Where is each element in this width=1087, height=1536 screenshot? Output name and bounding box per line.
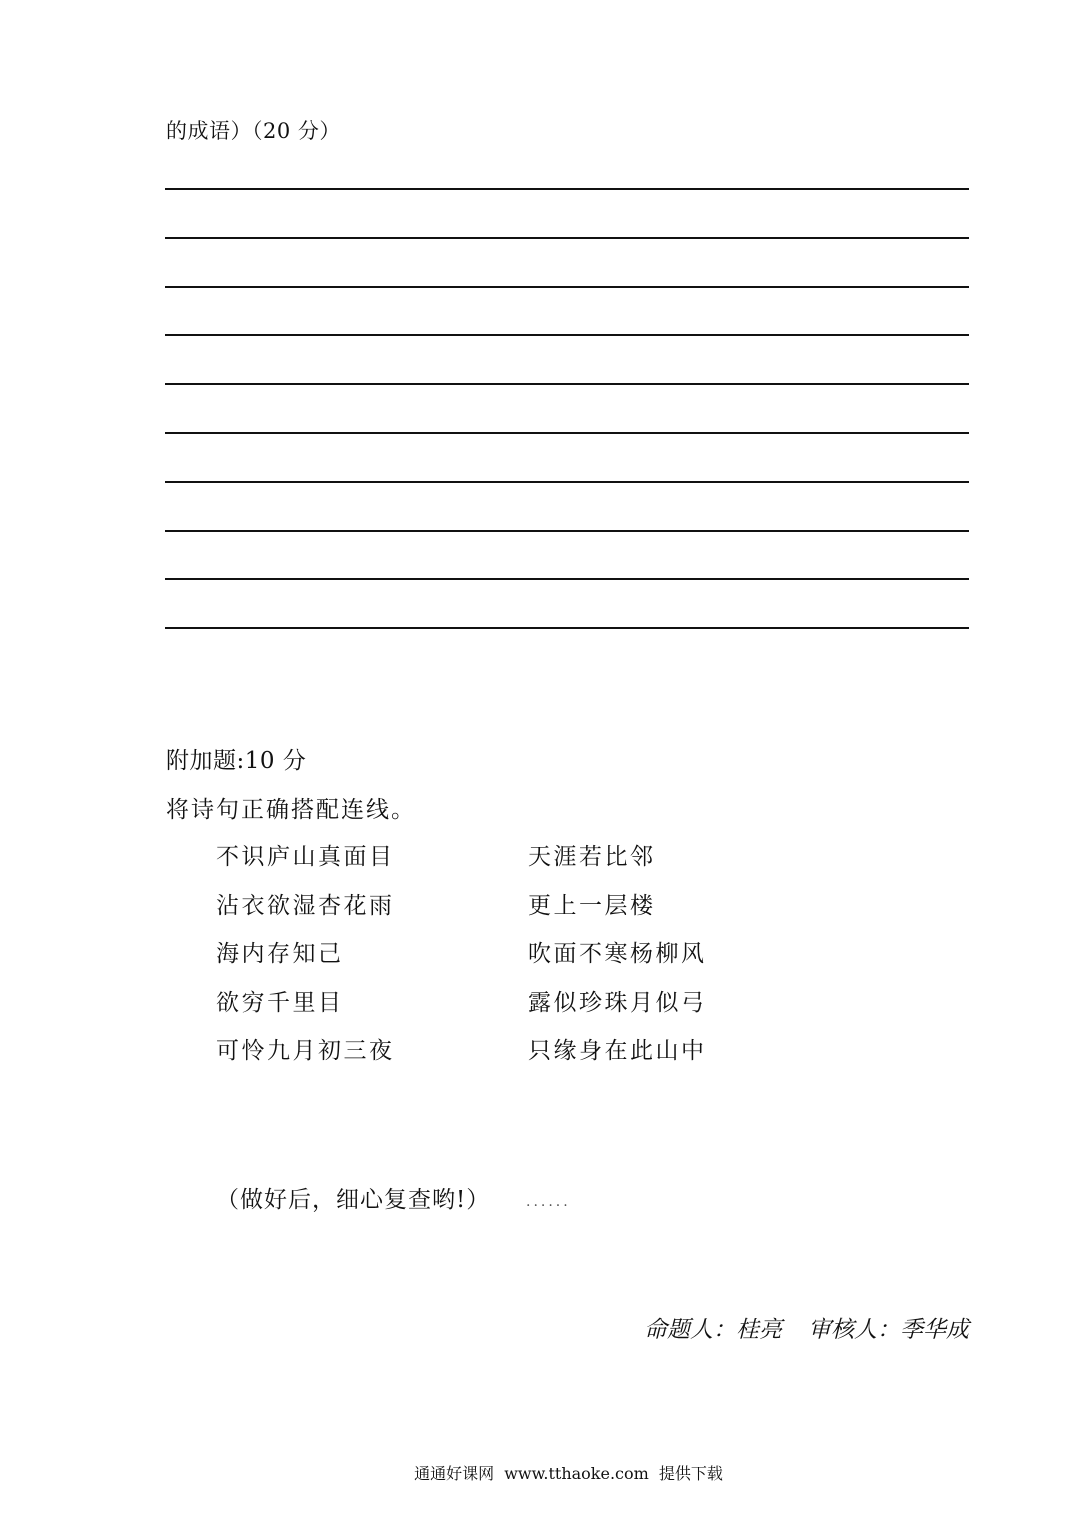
poem-right-line: 露似珍珠月似弓 <box>528 989 707 1016</box>
poem-row <box>216 841 776 890</box>
answer-line <box>165 578 969 580</box>
poem-right-line: 天涯若比邻 <box>528 844 656 870</box>
poem-left-line: 海内存知己 <box>216 941 344 968</box>
question-tail-text: 的成语）（20 分） <box>166 119 341 143</box>
review-reminder: （做好后，细心复查哟!） <box>216 1187 491 1213</box>
poem-row <box>216 987 776 1036</box>
answer-line <box>165 432 969 434</box>
poem-right-line: 只缘身在此山中 <box>528 1038 707 1065</box>
poem-right-line: 吹面不寒杨柳风 <box>528 941 707 968</box>
answer-line <box>165 237 969 239</box>
answer-line <box>165 334 969 336</box>
bonus-instruction: 将诗句正确搭配连线。 <box>166 797 416 823</box>
bonus-question-title: 附加题:10 分 <box>166 748 307 774</box>
question-setter: 命题人：桂亮 <box>644 1317 782 1343</box>
page-footer <box>0 1462 1087 1486</box>
poem-left-line: 可怜九月初三夜 <box>216 1038 395 1065</box>
reviewer: 审核人：季华成 <box>808 1317 969 1343</box>
poem-left-line: 沾衣欲湿杏花雨 <box>216 892 395 919</box>
footer-download-text: 提供下载 <box>658 1464 723 1483</box>
poem-row <box>216 1035 776 1084</box>
answer-line <box>165 481 969 483</box>
poem-right-line: 更上一层楼 <box>528 892 656 919</box>
poem-row <box>216 938 776 987</box>
answer-writing-lines <box>165 188 969 629</box>
answer-line <box>165 627 969 629</box>
footer-url: www.tthaoke.com <box>504 1464 649 1483</box>
poem-left-line: 欲穷千里目 <box>216 989 344 1016</box>
footer-site-name: 通通好课网 <box>414 1464 495 1483</box>
ellipsis-dots: ...... <box>526 1194 571 1210</box>
answer-line <box>165 530 969 532</box>
answer-line <box>165 188 969 190</box>
poem-matching-table <box>216 841 776 1084</box>
poem-row <box>216 890 776 939</box>
answer-line <box>165 383 969 385</box>
exam-authors <box>644 1314 969 1346</box>
answer-line <box>165 286 969 288</box>
poem-left-line: 不识庐山真面目 <box>216 844 395 870</box>
